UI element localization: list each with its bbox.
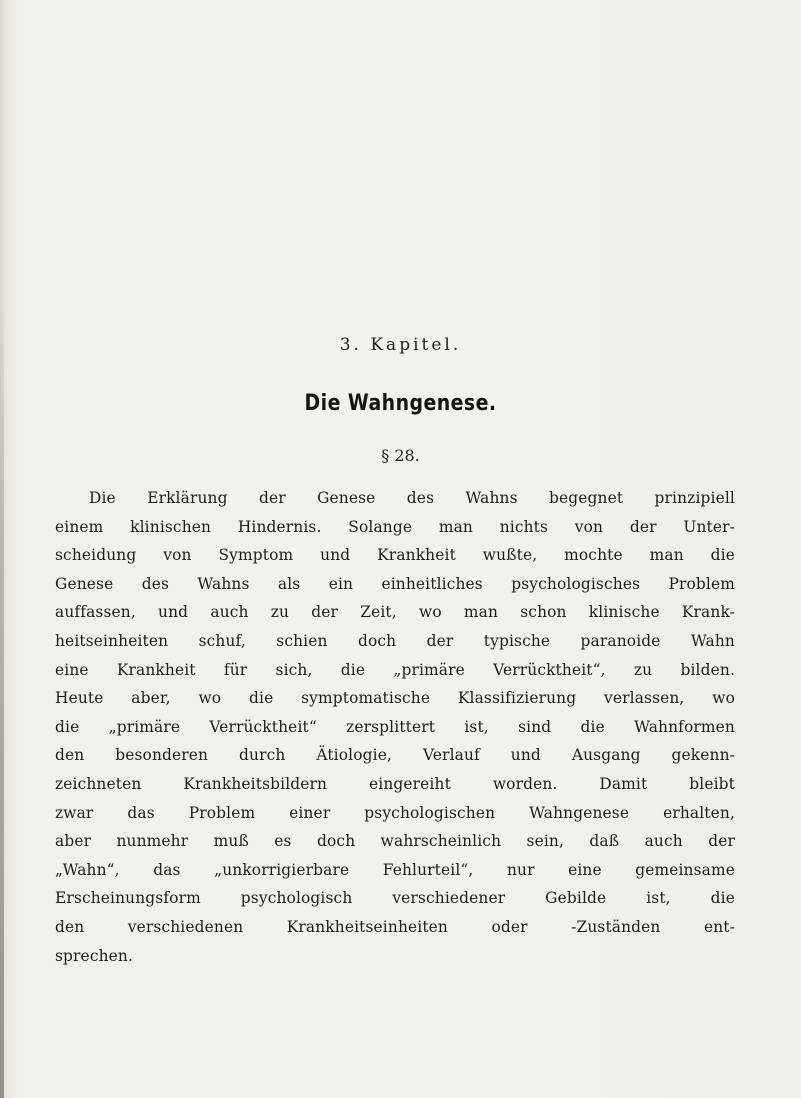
paragraph-line: auffassen, und auch zu der Zeit, wo man schon klinische Krank- (55, 603, 735, 622)
chapter-label: 3. Kapitel. (339, 335, 462, 355)
paragraph-line: zeichneten Krankheitsbildern eingereiht worden. Damit bleibt (55, 774, 735, 793)
paragraph-line: Erscheinungsform psychologisch verschiedener Gebilde ist, die (55, 889, 735, 908)
paragraph-line: eine Krankheit für sich, die „primäre Verrücktheit“, zu bilden. (55, 660, 735, 679)
paragraph-line: scheidung von Symptom und Krankheit wußte, mochte man die (55, 546, 735, 565)
page-binding-shadow (0, 300, 4, 1098)
paragraph-line: die „primäre Verrücktheit“ zersplittert ist, sind die Wahnformen (55, 717, 735, 736)
paragraph-line: aber nunmehr muß es doch wahrscheinlich sein, daß auch der (55, 832, 735, 851)
paragraph-line: sprechen. (55, 946, 134, 965)
section-number: § 28. (381, 446, 420, 465)
paragraph-line: heitseinheiten schuf, schien doch der typische paranoide Wahn (55, 631, 735, 650)
paragraph-line: Heute aber, wo die symptomatische Klassifizierung verlassen, wo (55, 689, 735, 708)
body-paragraph (55, 484, 735, 970)
paragraph-line: einem klinischen Hindernis. Solange man nichts von der Unter- (55, 517, 735, 536)
paragraph-line: den besonderen durch Ätiologie, Verlauf und Ausgang gekenn- (55, 746, 735, 765)
paragraph-line: Die Erklärung der Genese des Wahns begegnet prinzipiell (89, 489, 735, 507)
paragraph-line: zwar das Problem einer psychologischen Wahngenese erhalten, (55, 803, 735, 822)
paragraph-line: „Wahn“, das „unkorrigierbare Fehlurteil“, nur eine gemeinsame (55, 860, 735, 879)
paragraph-line: den verschiedenen Krankheitseinheiten oder -Zuständen ent- (55, 917, 735, 936)
paragraph-line: Genese des Wahns als ein einheitliches psychologisches Problem (55, 574, 735, 593)
chapter-title: Die Wahngenese. (304, 391, 497, 416)
